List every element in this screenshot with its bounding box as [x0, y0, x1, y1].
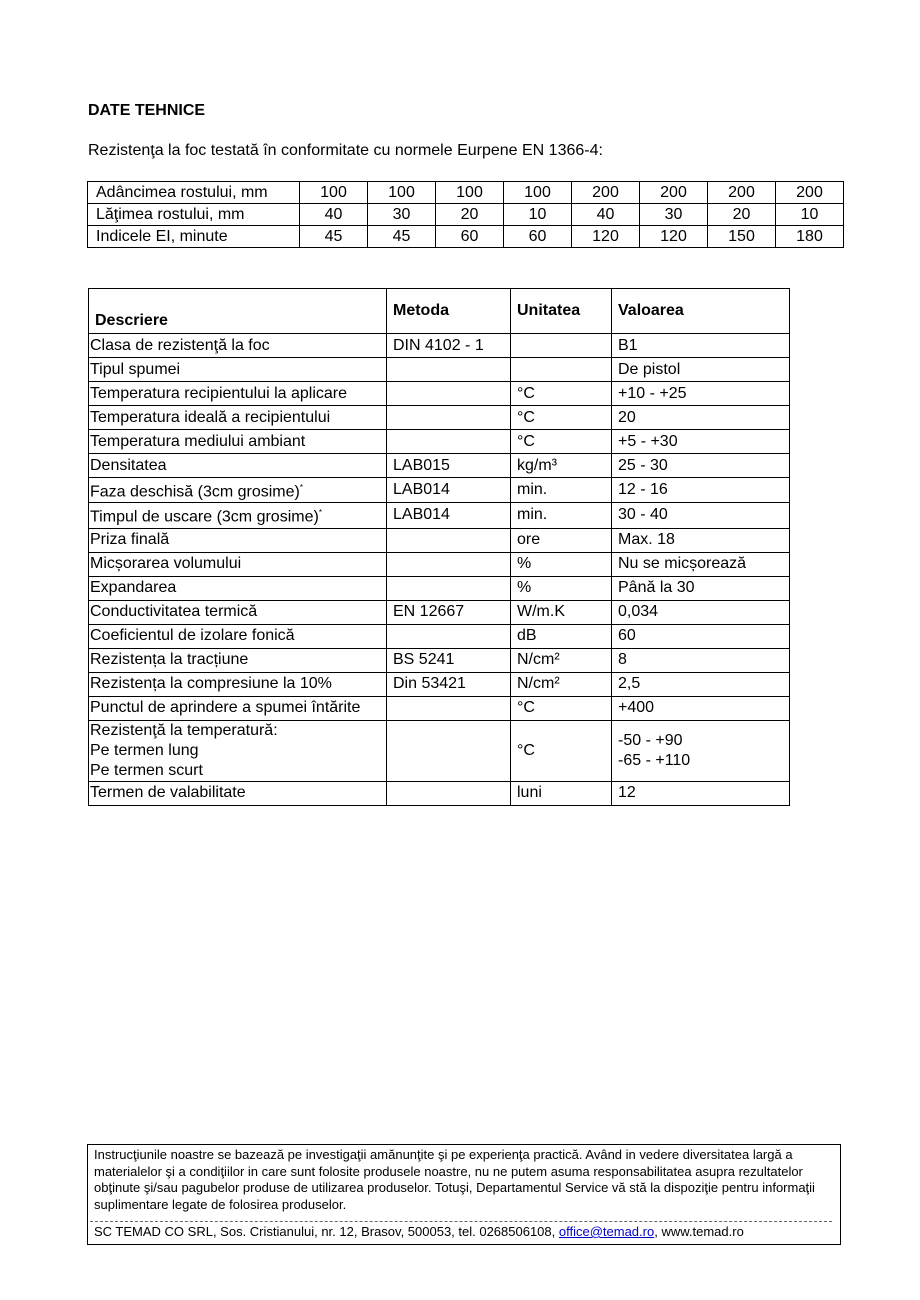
method-cell — [387, 696, 511, 720]
value-cell: 2,5 — [612, 672, 790, 696]
description-text: Punctul de aprindere a spumei întărite — [90, 699, 361, 717]
column-header: Metoda — [387, 289, 511, 334]
technical-specs-table — [88, 288, 790, 806]
cell-value: 30 — [640, 204, 708, 226]
method-cell — [387, 781, 511, 805]
unit-cell: % — [511, 576, 612, 600]
cell-value: 100 — [436, 182, 504, 204]
table-row — [89, 503, 790, 528]
page-title: DATE TEHNICE — [88, 102, 206, 119]
column-header: Valoarea — [612, 289, 790, 334]
table-row — [89, 696, 790, 720]
table-row — [89, 454, 790, 478]
method-cell — [387, 382, 511, 406]
value-cell: +5 - +30 — [612, 430, 790, 454]
cell-value: 100 — [504, 182, 572, 204]
description-text: Conductivitatea termică — [90, 603, 258, 621]
row-label: Indicele EI, minute — [88, 226, 300, 248]
description-cell — [89, 696, 387, 720]
table-row — [89, 624, 790, 648]
value-cell: Max. 18 — [612, 528, 790, 552]
footnote-mark: * — [299, 483, 303, 492]
cell-value: 120 — [572, 226, 640, 248]
value-cell: Până la 30 — [612, 576, 790, 600]
description-cell — [89, 334, 387, 358]
unit-cell: °C — [511, 430, 612, 454]
unit-cell: W/m.K — [511, 600, 612, 624]
table-row — [89, 382, 790, 406]
cell-value: 45 — [368, 226, 436, 248]
description-text: Faza deschisă (3cm grosime) — [90, 483, 300, 501]
description-cell — [89, 624, 387, 648]
description-cell — [89, 648, 387, 672]
cell-value: 180 — [776, 226, 844, 248]
description-text: Expandarea — [90, 579, 177, 597]
value-cell: +10 - +25 — [612, 382, 790, 406]
unit-cell: N/cm² — [511, 648, 612, 672]
value-cell: 0,034 — [612, 600, 790, 624]
cell-value: 20 — [708, 204, 776, 226]
column-header: Descriere — [89, 289, 387, 334]
disclaimer-text: Instrucţiunile noastre se bazează pe investigaţii amănunţite şi pe experienţa practică. Având in vedere diversitatea largă a materialelor şi a condiţiilor in care sunt folosite produsele noastre, nu ne putem asuma responsabilitatea asupra rezultatelor obţinute şi/sau pagubelor produse de utilizarea produselor. Totuşi, Departamentul Service vă stă la dispoziţie pentru informaţii suplimentare legate de folosirea produselor. — [94, 1147, 815, 1212]
unit-cell: kg/m³ — [511, 454, 612, 478]
method-cell — [387, 576, 511, 600]
email-link[interactable]: office@temad.ro — [558, 1224, 655, 1239]
method-cell — [387, 430, 511, 454]
cell-value: 45 — [300, 226, 368, 248]
unit-cell — [511, 358, 612, 382]
description-text: Rezistența la tracțiune — [90, 651, 249, 669]
value-cell: B1 — [612, 334, 790, 358]
method-cell — [387, 406, 511, 430]
column-header: Unitatea — [511, 289, 612, 334]
value-cell: +400 — [612, 696, 790, 720]
description-text: Clasa de rezistenţă la foc — [90, 336, 270, 354]
description-cell — [89, 454, 387, 478]
method-cell: DIN 4102 - 1 — [387, 334, 511, 358]
description-cell — [89, 552, 387, 576]
value-cell: 12 — [612, 781, 790, 805]
cell-value: 60 — [436, 226, 504, 248]
cell-value: 200 — [572, 182, 640, 204]
method-cell — [387, 720, 511, 781]
cell-value: 200 — [708, 182, 776, 204]
cell-value: 200 — [776, 182, 844, 204]
table-row — [89, 648, 790, 672]
method-cell — [387, 552, 511, 576]
description-text: Termen de valabilitate — [90, 784, 246, 802]
table-row — [89, 781, 790, 805]
table-row — [89, 528, 790, 552]
method-cell: LAB014 — [387, 503, 511, 528]
table-row — [88, 182, 844, 204]
row-label: Lăţimea rostului, mm — [88, 204, 300, 226]
footer-box — [87, 1144, 841, 1245]
description-cell — [89, 781, 387, 805]
table-row — [89, 358, 790, 382]
unit-cell: min. — [511, 503, 612, 528]
description-cell — [89, 720, 387, 781]
method-cell — [387, 624, 511, 648]
description-cell — [89, 478, 387, 503]
address-text: SC TEMAD CO SRL, Sos. Cristianului, nr. 12, Brasov, 500053, tel. 0268506108, — [94, 1224, 559, 1239]
value-cell: Nu se micșorează — [612, 552, 790, 576]
value-cell: 25 - 30 — [612, 454, 790, 478]
unit-cell: °C — [511, 720, 612, 781]
unit-cell — [511, 334, 612, 358]
cell-value: 40 — [300, 204, 368, 226]
row-label: Adâncimea rostului, mm — [88, 182, 300, 204]
value-cell: 60 — [612, 624, 790, 648]
cell-value: 40 — [572, 204, 640, 226]
description-text: Temperatura recipientului la aplicare — [90, 384, 348, 402]
cell-value: 150 — [708, 226, 776, 248]
description-text: Rezistența la compresiune la 10% — [90, 675, 332, 693]
unit-cell: ore — [511, 528, 612, 552]
table-row — [89, 600, 790, 624]
cell-value: 10 — [776, 204, 844, 226]
table-row — [89, 406, 790, 430]
description-text: Temperatura ideală a recipientului — [90, 408, 331, 426]
table-row — [88, 226, 844, 248]
cell-value: 30 — [368, 204, 436, 226]
table-row — [89, 720, 790, 781]
description-cell — [89, 672, 387, 696]
unit-cell: dB — [511, 624, 612, 648]
description-text: Densitatea — [90, 456, 167, 474]
value-text: -50 - +90 — [618, 731, 683, 749]
value-cell: 20 — [612, 406, 790, 430]
description-text: Priza finală — [90, 531, 170, 549]
unit-cell: % — [511, 552, 612, 576]
description-text: Pe termen lung — [90, 741, 199, 759]
unit-cell: min. — [511, 478, 612, 503]
value-cell: 8 — [612, 648, 790, 672]
description-text: Rezistenţă la temperatură: — [90, 721, 278, 739]
table-row — [89, 672, 790, 696]
description-text: Micșorarea volumului — [90, 555, 242, 573]
table-row — [89, 478, 790, 503]
cell-value: 60 — [504, 226, 572, 248]
table-row — [88, 204, 844, 226]
value-cell: 30 - 40 — [612, 503, 790, 528]
description-cell — [89, 576, 387, 600]
unit-cell: °C — [511, 696, 612, 720]
intro-text: Rezistenţa la foc testată în conformitate cu normele Eurpene EN 1366-4: — [88, 142, 603, 159]
method-cell: Din 53421 — [387, 672, 511, 696]
cell-value: 20 — [436, 204, 504, 226]
value-text: -65 - +110 — [618, 751, 691, 769]
cell-value: 10 — [504, 204, 572, 226]
description-text: Coeficientul de izolare fonică — [90, 627, 295, 645]
table-row — [89, 576, 790, 600]
description-cell — [89, 358, 387, 382]
footnote-mark: * — [318, 508, 322, 518]
description-cell — [89, 406, 387, 430]
description-text: Tipul spumei — [90, 360, 181, 378]
company-address — [88, 1222, 840, 1243]
cell-value: 100 — [300, 182, 368, 204]
description-cell — [89, 382, 387, 406]
table-row — [89, 334, 790, 358]
fire-resistance-table — [87, 181, 844, 248]
unit-cell: luni — [511, 781, 612, 805]
value-cell: 12 - 16 — [612, 478, 790, 503]
method-cell: LAB014 — [387, 478, 511, 503]
description-text: Temperatura mediului ambiant — [90, 432, 306, 450]
description-cell — [89, 430, 387, 454]
unit-cell: °C — [511, 382, 612, 406]
description-cell — [89, 503, 387, 528]
description-cell — [89, 528, 387, 552]
table-row — [89, 552, 790, 576]
unit-cell: °C — [511, 406, 612, 430]
value-cell: De pistol — [612, 358, 790, 382]
cell-value: 120 — [640, 226, 708, 248]
description-text: Timpul de uscare (3cm grosime) — [90, 508, 319, 526]
method-cell: LAB015 — [387, 454, 511, 478]
method-cell: BS 5241 — [387, 648, 511, 672]
cell-value: 200 — [640, 182, 708, 204]
description-text: Pe termen scurt — [90, 761, 203, 779]
method-cell — [387, 358, 511, 382]
description-cell — [89, 600, 387, 624]
cell-value: 100 — [368, 182, 436, 204]
header-row — [89, 289, 790, 334]
unit-cell: N/cm² — [511, 672, 612, 696]
method-cell — [387, 528, 511, 552]
value-cell — [612, 720, 790, 781]
table-row — [89, 430, 790, 454]
method-cell: EN 12667 — [387, 600, 511, 624]
website-text: , www.temad.ro — [654, 1224, 744, 1239]
